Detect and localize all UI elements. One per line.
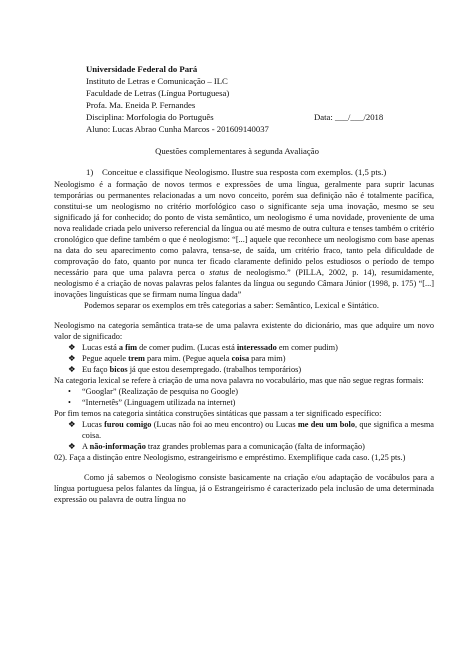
list-item bbox=[54, 364, 434, 375]
document-header bbox=[86, 63, 428, 135]
semantic-list bbox=[54, 342, 434, 375]
list-item bbox=[54, 342, 434, 353]
bullet-icon: • bbox=[68, 386, 71, 396]
status-word: status bbox=[209, 267, 229, 277]
item-text: Eu faço bbox=[82, 364, 110, 374]
bullet-icon: • bbox=[68, 397, 71, 407]
list-item bbox=[54, 386, 434, 397]
item-text: (Lucas não foi ao meu encontro) ou Lucas bbox=[151, 419, 298, 429]
item-text: para mim. (Pegue aquela bbox=[144, 353, 232, 363]
bullet-icon: ❖ bbox=[68, 419, 76, 429]
answer-body bbox=[54, 179, 434, 505]
paragraph-lexical: Na categoria lexical se refere à criação de uma nova palavra no vocabulário, mas que não segue regras formais: bbox=[54, 375, 424, 385]
university-name: Universidade Federal do Pará bbox=[86, 64, 198, 74]
item-bold: coisa bbox=[231, 353, 250, 363]
definition-text: Neologismo é a formação de novos termos e expressões de uma língua, geralmente para suprir lacunas temporárias ou permanentes relacionadas a um novo conceito, porém sua definição não é totalmente pacífica, constitui-se um neologismo no critério morfológico caso o significante seja uma inovação, mesmo se seu significado já for conhecido; do ponto de vista semântico, um neologismo é uma novidade, proveniente de uma nova realidade criada pelo universo referencial da língua ou até mesmo de outra cultura e tenses também o critério cronológico que define também o que é neologismo: “[...] aquele que reconhece um neologismo com base apenas na data do seu aparecimento como palavra, tensa-se, de saída, um critério fraco, tanto pela dificuldade de comprovação do fato, quanto por nunca ter ficado claramente definido pelos estudiosos o período de tempo necessário para que uma palavra perca o bbox=[54, 179, 434, 277]
faculty-name: Faculdade de Letras (Língua Portuguesa) bbox=[86, 88, 230, 98]
item-text: “Internetês” (Linguagem utilizada na internet) bbox=[82, 397, 236, 407]
discipline-row bbox=[86, 111, 428, 123]
paragraph-semantic: Neologismo na categoria semântica trata-se de uma palavra existente do dicionário, mas que adquire um novo valor de significado: bbox=[54, 320, 434, 341]
institute-name: Instituto de Letras e Comunicação – ILC bbox=[86, 76, 228, 86]
list-item bbox=[54, 441, 434, 452]
item-text: Pegue aquele bbox=[82, 353, 129, 363]
item-bold: trem bbox=[128, 353, 145, 363]
item-bold: furou comigo bbox=[104, 419, 152, 429]
question-2: 02). Faça a distinção entre Neologismo, estrangeirismo e empréstimo. Exemplifique cada caso. (1,25 pts.) bbox=[54, 452, 406, 462]
item-text: traz grandes problemas para a comunicação (falta de informação) bbox=[145, 441, 365, 451]
question-text: Conceitue e classifique Neologismo. Ilustre sua resposta com exemplos. (1,5 pts.) bbox=[102, 167, 387, 177]
question-1 bbox=[86, 167, 428, 179]
item-text: Lucas bbox=[82, 419, 105, 429]
definition-text-cont: de neologismo.” (PILLA, 2002, p. 14), resumidamente, neologismo é a criação de novas palavras pelos falantes da língua ou segundo Câmara Júnior (1998, p. 175) “[...] inovações linguísticas que se firmam numa língua dada” bbox=[54, 267, 434, 299]
bullet-icon: ❖ bbox=[68, 342, 76, 352]
item-text: já que estou desempregado. (trabalhos temporários) bbox=[127, 364, 302, 374]
bullet-icon: ❖ bbox=[68, 441, 76, 451]
item-text: para mim) bbox=[249, 353, 286, 363]
paragraph-categories: Podemos separar os exemplos em três categorias a saber: Semântico, Lexical e Sintático. bbox=[84, 300, 379, 310]
paragraph-distinction: Como já sabemos o Neologismo consiste basicamente na criação e/ou adaptação de vocábulos para a língua portuguesa pelos falantes da língua, já o Estrangeirismo é caracterizado pela inclusão de uma determinada expressão ou palavra de outra língua no bbox=[54, 472, 434, 504]
list-item bbox=[54, 353, 434, 364]
item-text: de comer pudim. (Lucas está bbox=[137, 342, 237, 352]
list-item bbox=[54, 419, 434, 441]
student-name: Aluno: Lucas Abrao Cunha Marcos - 201609140037 bbox=[86, 124, 269, 134]
date-field: Data: ___/___/2018 bbox=[314, 112, 384, 122]
bullet-icon: ❖ bbox=[68, 364, 76, 374]
lexical-list bbox=[54, 386, 434, 408]
item-bold: a fim bbox=[118, 342, 138, 352]
item-text: , que significa a mesma coisa. bbox=[82, 419, 434, 440]
syntactic-list bbox=[54, 419, 434, 452]
list-item bbox=[54, 397, 434, 408]
item-bold: me deu um bolo bbox=[297, 419, 355, 429]
item-text: “Googlar” (Realização de pesquisa no Google) bbox=[82, 386, 238, 396]
item-text: A bbox=[82, 441, 90, 451]
professor-name: Profa. Ma. Eneida P. Fernandes bbox=[86, 100, 196, 110]
item-bold: bicos bbox=[109, 364, 128, 374]
page-title: Questões complementares à segunda Avaliação bbox=[155, 146, 319, 156]
item-bold: não-informação bbox=[89, 441, 146, 451]
item-bold: interessado bbox=[236, 342, 277, 352]
question-number: 1) bbox=[86, 167, 94, 177]
bullet-icon: ❖ bbox=[68, 353, 76, 363]
item-text: em comer pudim) bbox=[276, 342, 338, 352]
paragraph-definition bbox=[54, 179, 434, 300]
paragraph-syntactic: Por fim temos na categoria sintática construções sintáticas que passam a ter significado específico: bbox=[54, 408, 382, 418]
discipline: Disciplina: Morfologia do Português bbox=[86, 112, 214, 122]
item-text: Lucas está bbox=[82, 342, 119, 352]
